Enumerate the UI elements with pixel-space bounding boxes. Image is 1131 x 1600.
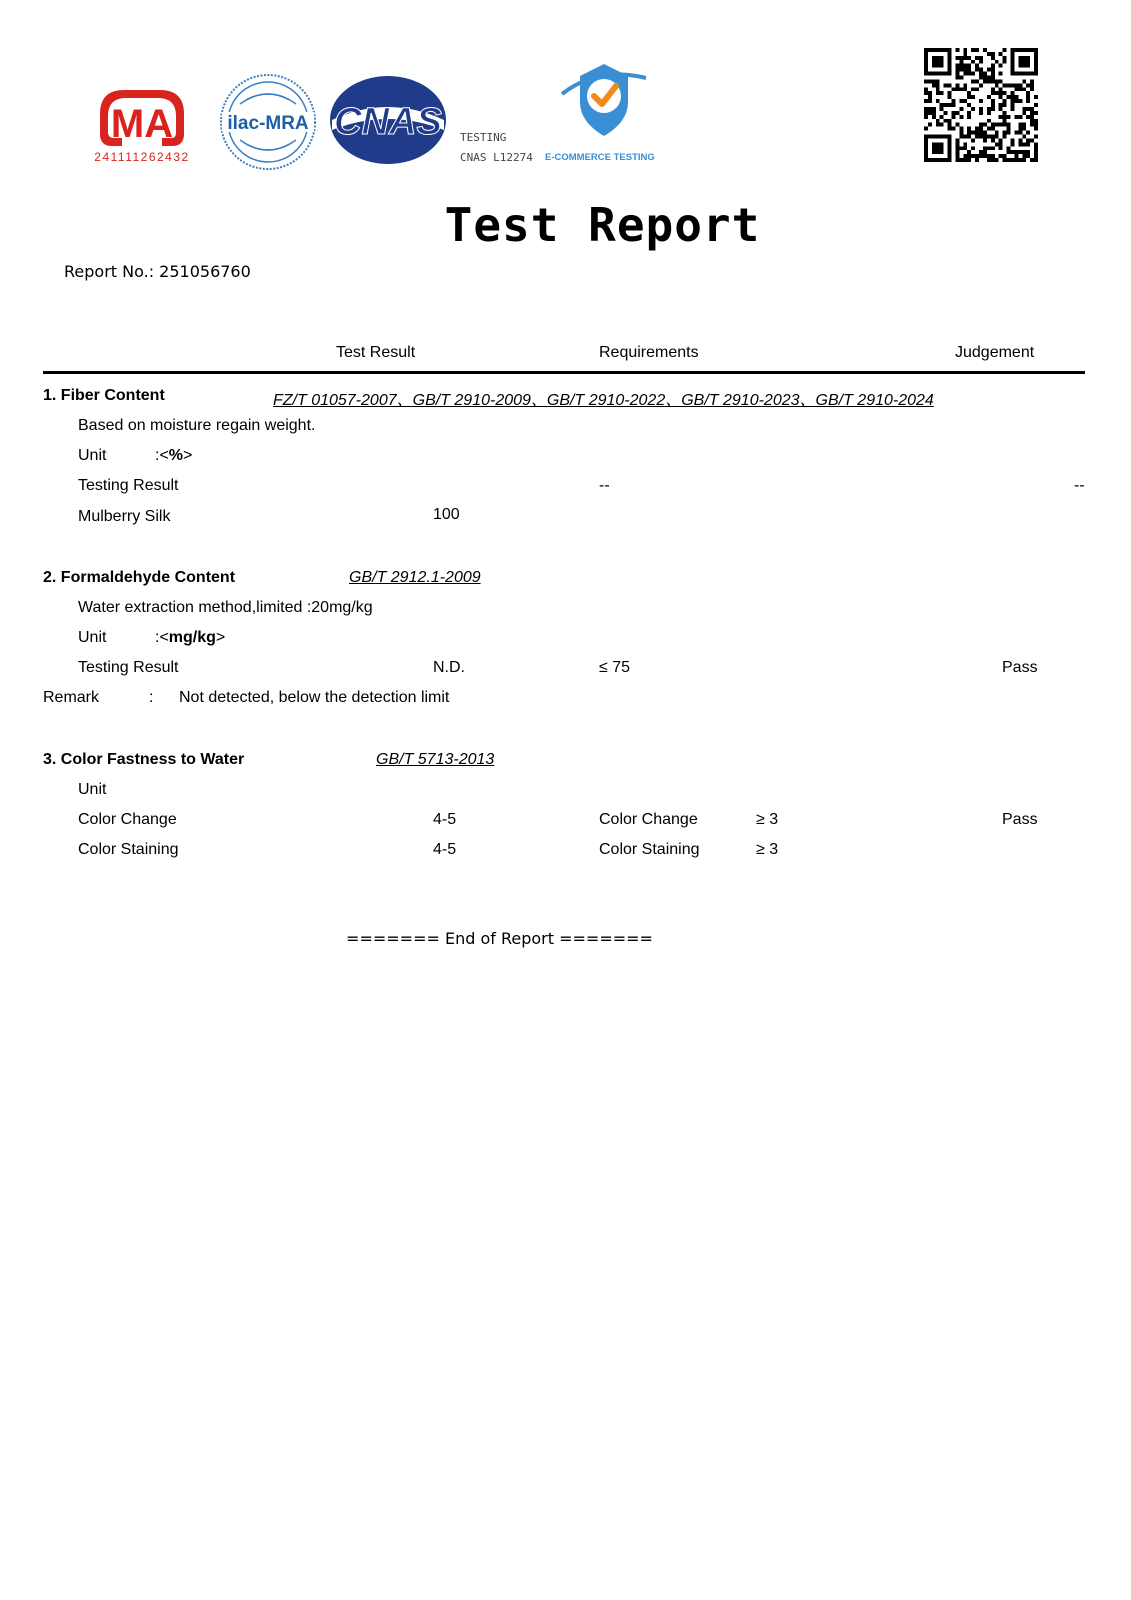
colorfastness-row-req-name: Color Staining xyxy=(599,841,700,858)
header-divider xyxy=(43,371,1085,374)
qr-code-icon[interactable] xyxy=(924,48,1038,162)
formaldehyde-judgement: Pass xyxy=(1002,659,1038,676)
report-number: Report No.: 251056760 xyxy=(64,262,251,281)
page-title: Test Report xyxy=(444,198,761,252)
formaldehyde-testing-result-label: Testing Result xyxy=(78,659,179,676)
fiber-unit-label: Unit xyxy=(78,447,107,464)
ilac-mra-logo xyxy=(218,72,318,172)
remark-text: Not detected, below the detection limit xyxy=(179,689,450,706)
ecommerce-cnas-number: CNAS L12274 xyxy=(460,151,533,164)
colorfastness-row-name: Color Staining xyxy=(78,841,179,858)
colorfastness-standards: GB/T 5713-2013 xyxy=(376,751,495,768)
ecommerce-label: E-COMMERCE TESTING xyxy=(545,152,655,163)
colorfastness-row-result: 4-5 xyxy=(433,841,457,858)
colorfastness-row-result: 4-5 xyxy=(433,811,457,828)
colorfastness-unit-label: Unit xyxy=(78,781,107,798)
colorfastness-section-title: 3. Color Fastness to Water xyxy=(43,751,245,768)
fiber-unit: :<%> xyxy=(155,447,193,464)
svg-text:ilac-MRA: ilac-MRA xyxy=(227,113,309,134)
end-of-report: ======= End of Report ======= xyxy=(346,929,653,948)
formaldehyde-unit-label: Unit xyxy=(78,629,107,646)
formaldehyde-unit: :<mg/kg> xyxy=(155,629,226,646)
colorfastness-row-judgement: Pass xyxy=(1002,811,1038,828)
colorfastness-row-req-value: ≥ 3 xyxy=(756,811,779,828)
svg-text:CNAS: CNAS xyxy=(334,101,442,143)
cnas-logo xyxy=(328,74,448,166)
remark-label: Remark xyxy=(43,689,100,706)
fiber-item-name: Mulberry Silk xyxy=(78,508,171,525)
column-header-requirements: Requirements xyxy=(599,344,699,361)
fiber-section-title: 1. Fiber Content xyxy=(43,387,165,404)
formaldehyde-requirement: ≤ 75 xyxy=(599,659,631,676)
ecommerce-testing-text: TESTING xyxy=(460,131,507,144)
fiber-requirement: -- xyxy=(599,477,610,494)
formaldehyde-section-title: 2. Formaldehyde Content xyxy=(43,569,236,586)
fiber-note: Based on moisture regain weight. xyxy=(78,417,316,434)
cma-number: 241111262432 xyxy=(94,150,190,164)
column-header-result: Test Result xyxy=(336,344,416,361)
ecommerce-shield-logo xyxy=(558,56,650,140)
fiber-testing-result-label: Testing Result xyxy=(78,477,179,494)
remark-separator: : xyxy=(149,689,154,706)
formaldehyde-note: Water extraction method,limited :20mg/kg xyxy=(78,599,373,616)
colorfastness-row-req-value: ≥ 3 xyxy=(756,841,779,858)
fiber-judgement: -- xyxy=(1074,477,1085,494)
colorfastness-row-name: Color Change xyxy=(78,811,177,828)
formaldehyde-result: N.D. xyxy=(433,659,465,676)
column-header-judgement: Judgement xyxy=(955,344,1035,361)
fiber-standards: FZ/T 01057-2007、GB/T 2910-2009、GB/T 2910-2022、GB/T 2910-2023、GB/T 2910-2024 xyxy=(273,392,934,409)
fiber-item-value: 100 xyxy=(433,506,460,523)
svg-text:MA: MA xyxy=(110,102,174,146)
formaldehyde-standards: GB/T 2912.1-2009 xyxy=(349,569,481,586)
colorfastness-row-req-name: Color Change xyxy=(599,811,698,828)
